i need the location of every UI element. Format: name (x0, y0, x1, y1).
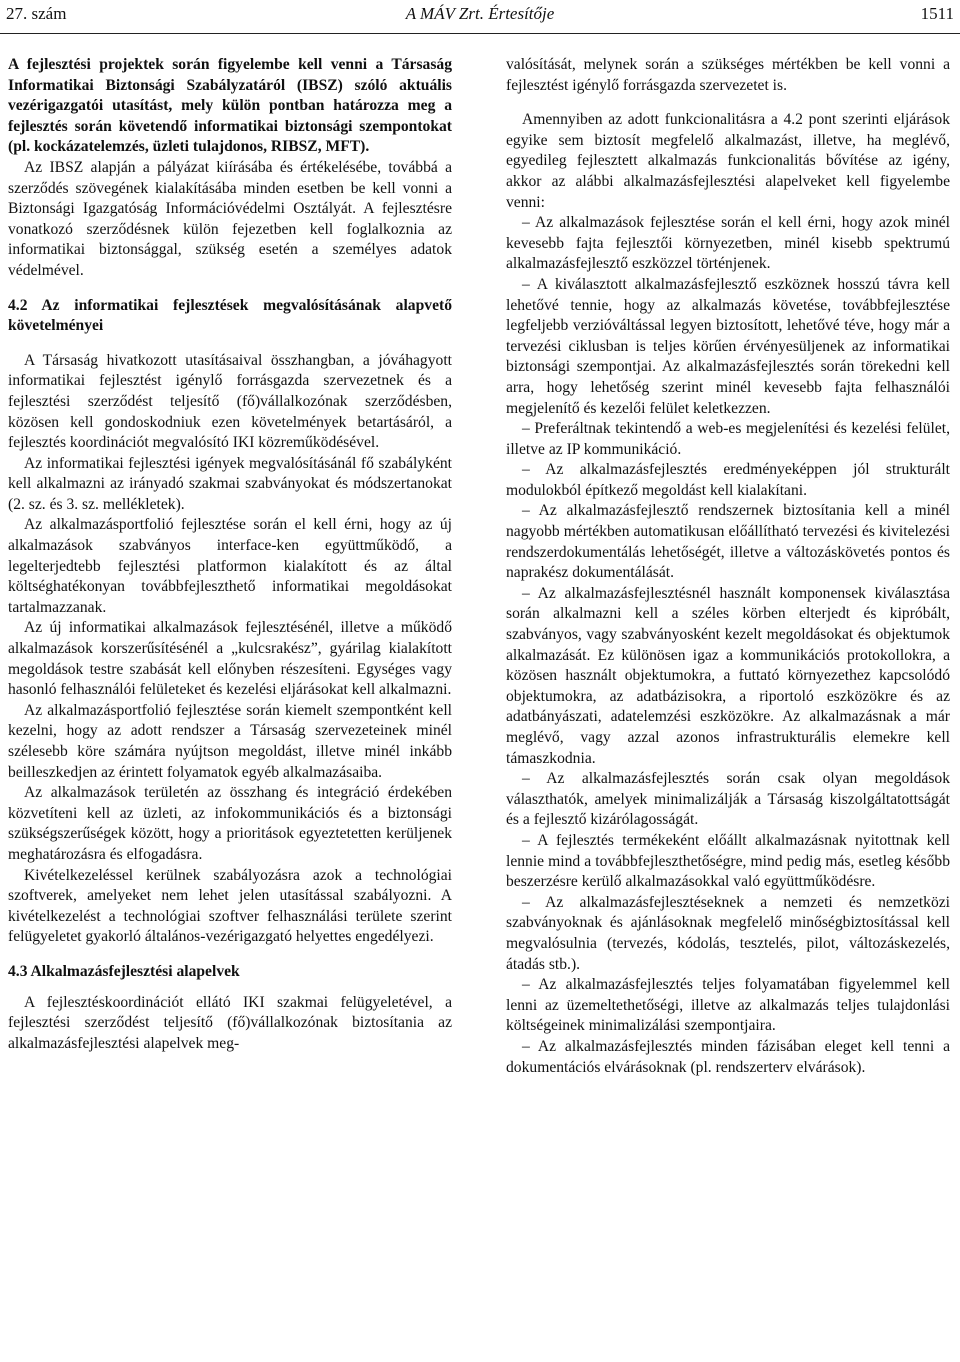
right-column (506, 55, 950, 1078)
list-item: – Az alkalmazásfejlesztéseknek a nemzeti és nemzetközi szabványoknak és ajánlásoknak megfelelő minőségbiztosítással kell megvalósulnia (tervezés, kódolás, tesztelés, pilot, változáskezelés, átadás stb.). (506, 893, 950, 973)
paragraph: Az új informatikai alkalmazások fejlesztésénél, illetve a működő alkalmazások korszerűsítésénél a „kulcsrakész”, gyárilag kialakított megoldások testre szabását kell előnyben részesíteni. Egységes vagy hasonló felhasználói felületeket és kezelési eljárásokat kell alkalmazni. (8, 619, 452, 699)
list-item: – Az alkalmazásfejlesztő rendszernek biztosítania kell a minél nagyobb mértékben automatikusan előállítható tervezési és kivitelezési rendszerdokumentálás lehetőségét, illetve a változáskövetés pontos és naprakész dokumentálását. (506, 502, 950, 582)
list-item: – Az alkalmazásfejlesztésnél használt komponensek kiválasztása során alkalmazni kell a széles körben elterjedt és kipróbált, szabványos, vagy szabványosként kezelt megoldásokat és objektumok alkalmazását. Ez különösen igaz a kommunikációs protokollokra, a közösen használt objektumokra, a futtató környezethez kapcsolódó objektumokra, az adatbázisokra, a riportoló eszközökre és az adatbányászati, adatelemzési eszközökre. Az alkalmazásnak a már meglévő, vagy azzal azonos infrastrukturális elemekre kell támaszkodnia. (506, 584, 950, 767)
paragraph: Kivételkezeléssel kerülnek szabályozásra azok a technológiai szoftverek, amelyeket nem lehet jelen utasítással szabályozni. A kivételkezelést a technológiai szoftver felhasználási területe szerint felügyeletet gyakorló általános-vezérigazgató helyettes engedélyezi. (8, 866, 452, 946)
paragraph: Amennyiben az adott funkcionalitásra a 4.2 pont szerinti eljárások egyike sem biztosít megfelelő alkalmazást, illetve, ha meglévő, egyedileg fejlesztett alkalmazás funkcionalitás bővítése az igény, akkor az alábbi alkalmazásfejlesztési alapelveket kell figyelembe venni: (506, 111, 950, 211)
page-number: 1511 (920, 4, 954, 23)
issue-number: 27. szám (6, 4, 67, 23)
paragraph: Az IBSZ alapján a pályázat kiírásába és értékelésébe, továbbá a szerződés szövegének kialakításába minden esetben be kell vonni a Biztonsági Igazgatóság Információvédelmi Osztályát. A fejlesztésre vonatkozó szerződésnek külön fejezetben kell foglalkoznia az informatikai biztonsággal, szükség esetén a személyes adatok védelmével. (8, 158, 452, 279)
list-item: – Az alkalmazásfejlesztés minden fázisában eleget kell tenni a dokumentációs elvárásoknak (pl. rendszerterv elvárások). (506, 1037, 950, 1076)
page-header (0, 4, 960, 28)
paragraph: Az informatikai fejlesztési igények megvalósításánál fő szabályként kell alkalmazni az irányadó szakmai szabványokat és módszertanokat (2. sz. és 3. sz. mellékletek). (8, 454, 452, 513)
journal-title: A MÁV Zrt. Értesítője (405, 4, 555, 23)
list-item: – Az alkalmazásfejlesztés teljes folyamatában figyelemmel kell lenni az üzemeltethetőségi, illetve az alkalmazás teljes tulajdonlási költségeinek minimalizálási szempontjaira. (506, 976, 950, 1035)
list-item: – A fejlesztés termékeként előállt alkalmazásnak nyitottnak kell lennie mind a továbbfejleszthetőségre, mind pedig más, esetleg később beszerzésre kerülő alkalmazásokkal való együttműködésre. (506, 831, 950, 891)
paragraph: valósítását, melynek során a szükséges mértékben be kell vonni a fejlesztést igénylő forrásgazda szervezetet is. (506, 56, 950, 94)
list-item: – Az alkalmazásfejlesztés eredményeképpen jól strukturált modulokból építkező megoldást kell kialakítani. (506, 461, 950, 499)
paragraph: A Társaság hivatkozott utasításaival összhangban, a jóváhagyott informatikai fejlesztést igénylő forrásgazda szervezetnek és a fejlesztési szerződést teljesítő (fő)vállalkozónak szerződésben, közösen kell gondoskodniuk ezen követelmények betartásáról, a fejlesztés koordinációt megvalósító IKI közreműködésével. (8, 351, 452, 452)
intro-paragraph: A fejlesztési projektek során figyelembe kell venni a Társaság Informatikai Biztonsági Szabályzatáról (IBSZ) szóló aktuális vezérigazgatói utasítást, mely külön pontban határozza meg a fejlesztés során követendő informatikai biztonsági szempontokat (pl. kockázatelemzés, üzleti tulajdonos, RIBSZ, MFT). (8, 56, 452, 156)
paragraph: A fejlesztéskoordinációt ellátó IKI szakmai felügyeletével, a fejlesztési szerződést teljesítő (fő)vállalkozónak biztosítania az alkalmazásfejlesztési alapelvek meg- (8, 993, 452, 1052)
section-heading-4-3: 4.3 Alkalmazásfejlesztési alapelvek (8, 962, 240, 980)
section-heading-4-2: 4.2 Az informatikai fejlesztések megvalósításának alapvető követelményei (8, 296, 452, 335)
paragraph: Az alkalmazások területén az összhang és integráció érdekében közvetíteni kell az üzleti, az infokommunikációs és a biztonsági szükségszerűségek között, hogy a prioritások egyeztetetten kerüljenek meghatározásra és elfogadásra. (8, 784, 452, 863)
paragraph: Az alkalmazásportfolió fejlesztése során el kell érni, hogy az új alkalmazások szabványos interface-ken együttműködő, a legelterjedtebb fejlesztési platformon kialakított és az által költséghatékonyan továbbfejleszthető informatikai megoldásokat tartalmazzanak. (8, 516, 452, 616)
paragraph: Az alkalmazásportfolió fejlesztése során kiemelt szempontként kell kezelni, hogy az adott rendszer a Társaság szervezeteinek minél szélesebb köre számára nyújtson megoldást, illetve minél inkább beilleszkedjen az érintett folyamatok egyéb alkalmazásaiba. (8, 701, 452, 781)
left-column (8, 55, 452, 1054)
list-item: – Az alkalmazások fejlesztése során el kell érni, hogy azok minél kevesebb fajta fejlesztői környezetben, minél kisebb spektrumú alkalmazásfejlesztő eszközzel történjenek. (506, 214, 950, 273)
header-rule (0, 33, 960, 34)
list-item: – A kiválasztott alkalmazásfejlesztő eszköznek hosszú távra kell lehetővé tennie, hogy az alkalmazás követése, továbbfejlesztése legfeljebb verzióváltással legyen biztosított, lehetővé téve, hogy már a tervezési ciklusban is teljes körűen érvényesüljenek az informatikai biztonsági szempontjai. Az alkalmazásfejlesztés során törekedni kell arra, hogy lehetőség szerint minél kevesebb fajta felhasználói megjelenítő és kezelői felület keletkezzen. (506, 275, 950, 417)
list-item: – Preferáltnak tekintendő a web-es megjelenítési és kezelési felület, illetve az IP kommunikáció. (506, 420, 950, 458)
list-item: – Az alkalmazásfejlesztés során csak olyan megoldások választhatók, amelyek minimalizálják a Társaság kiszolgáltatottságát és a fejlesztő kizárólagosságát. (506, 770, 950, 829)
